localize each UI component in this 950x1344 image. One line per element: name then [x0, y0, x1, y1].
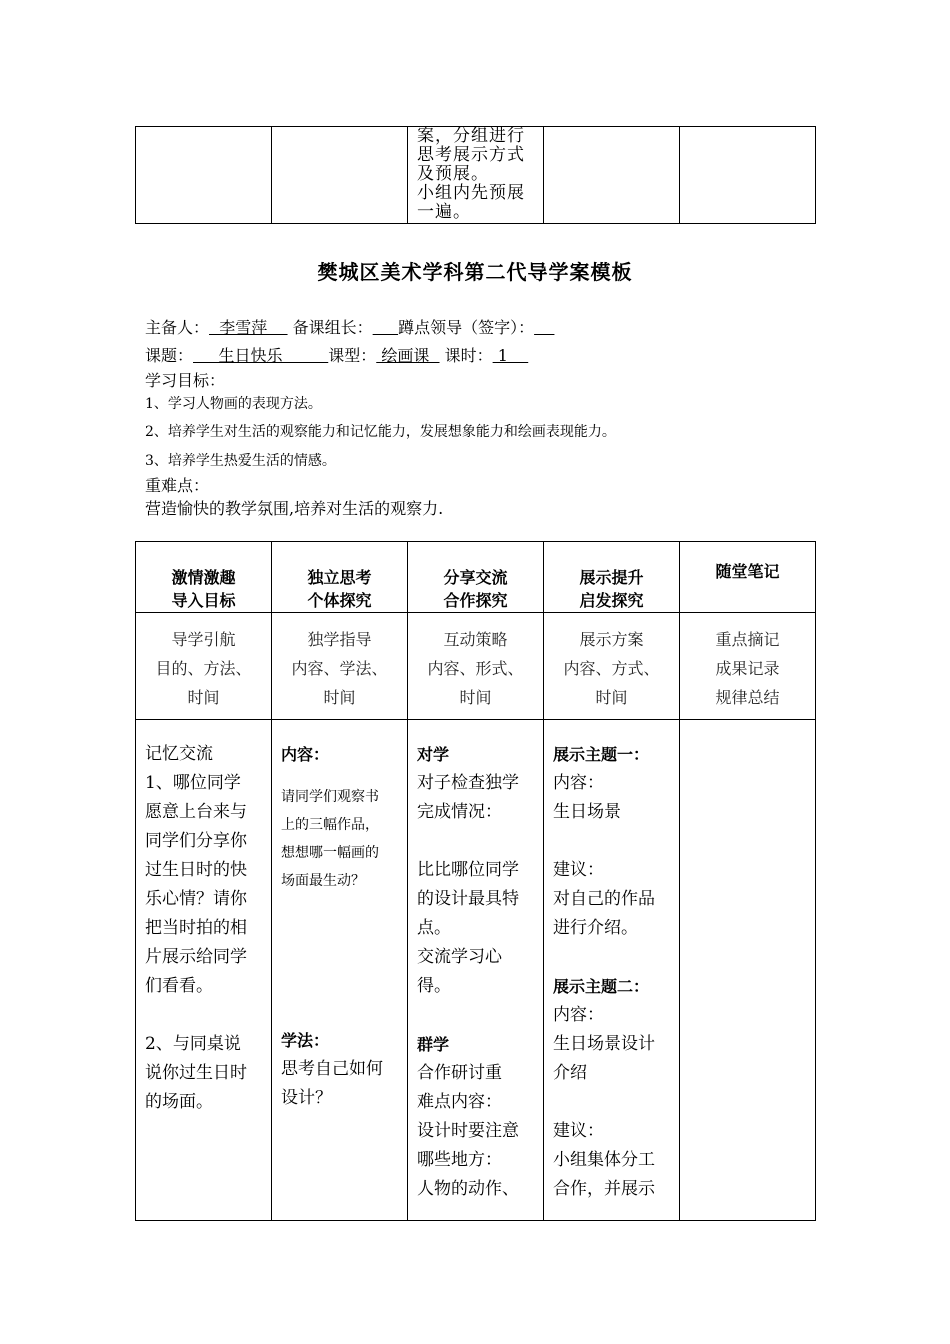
preparer-line: [145, 315, 554, 338]
header-line: 合作探究: [443, 591, 508, 610]
header-line: 独立思考: [307, 568, 372, 587]
subheader-line: 目的、方法、: [155, 659, 252, 678]
warmup-line: 片展示给同学: [145, 947, 247, 967]
compare-line: 得。: [417, 976, 451, 996]
warmup-item-1: [145, 769, 263, 1001]
table-header-row: [136, 542, 816, 613]
theme2-line: 内容：: [553, 1005, 604, 1025]
theme-2-label: 展示主题二：: [553, 977, 650, 996]
subheader-line: 内容、学法、: [291, 659, 388, 678]
topic-value: 生日快乐: [193, 346, 329, 365]
type-label: 课型：: [328, 346, 377, 365]
warmup-line: 乐心情？请你: [145, 889, 247, 909]
continued-line: 案，分组进行: [417, 126, 525, 146]
compare-line: 的设计最具特: [417, 889, 519, 909]
advice-2-text: [553, 1117, 671, 1204]
warmup-line: 愿意上台来与: [145, 802, 247, 822]
group-leader-label: 备课组长：: [287, 318, 373, 337]
document-title: 樊城区美术学科第二代导学案模板: [317, 260, 633, 284]
collaboration-content: [408, 720, 543, 1204]
subheader-line: 规律总结: [715, 688, 780, 707]
continued-cell-2: [272, 127, 408, 224]
type-value: 绘画课: [376, 346, 440, 365]
group-study-label: 群学: [417, 1035, 450, 1054]
continued-line: 及预展。: [417, 164, 489, 184]
header-line: 激情激趣: [171, 568, 236, 587]
pair-study-label: 对学: [417, 745, 450, 764]
continued-cell-4: [544, 127, 680, 224]
body-cell-5: [680, 720, 816, 1221]
subheader-cell: [680, 613, 816, 720]
advice1-line: 对自己的作品: [553, 889, 655, 909]
presentation-content: [544, 720, 679, 1204]
table-body-row: [136, 720, 816, 1221]
subheader-cell: [408, 613, 544, 720]
subheader-cell: [136, 613, 272, 720]
pair-study-text: [417, 769, 535, 827]
subheader-line: 内容、形式、: [427, 659, 524, 678]
continued-line: 小组内先预展: [417, 183, 525, 203]
group-line: 哪些地方：: [417, 1150, 502, 1170]
compare-line: 比比哪位同学: [417, 860, 519, 880]
hours-value: 1: [492, 346, 529, 365]
subheader-cell: [272, 613, 408, 720]
topic-label: 课题：: [145, 346, 194, 365]
content-line: 场面最生动？: [281, 873, 365, 889]
subheader-line: 重点摘记: [715, 630, 780, 649]
warmup-line: 2、与同桌说: [145, 1034, 241, 1054]
warmup-item-2: [145, 1030, 263, 1117]
advice1-line: 进行介绍。: [553, 918, 638, 938]
lead-value: 李雪萍: [209, 318, 288, 337]
method-text: [281, 1055, 399, 1113]
theme-1-text: [553, 769, 671, 827]
key-points-text: 营造愉快的教学氛围,培养对生活的观察力.: [145, 499, 444, 518]
supervisor-label: 蹲点领导（签字）：: [398, 318, 535, 337]
pair-line: 对子检查独学: [417, 773, 519, 793]
subheader-line: 展示方案: [579, 630, 644, 649]
pair-line: 完成情况：: [417, 802, 502, 822]
subheader-line: 时间: [595, 688, 628, 707]
header-line: 随堂笔记: [715, 562, 780, 581]
objective-2: 2、培养学生对生活的观察能力和记忆能力，发展想象能力和绘画表现能力。: [145, 424, 616, 440]
theme2-line: 介绍: [553, 1063, 587, 1083]
header-cell: [136, 542, 272, 613]
objectives-label: 学习目标：: [145, 371, 226, 390]
table-subheader-row: [136, 613, 816, 720]
group-line: 难点内容：: [417, 1092, 502, 1112]
advice2-line: 小组集体分工: [553, 1150, 655, 1170]
method-line: 设计？: [281, 1088, 332, 1108]
header-line: 启发探究: [579, 591, 644, 610]
warmup-content: [136, 720, 271, 1117]
subheader-line: 独学指导: [307, 630, 372, 649]
subheader-line: 时间: [187, 688, 220, 707]
continued-cell-text: [408, 127, 543, 222]
group-study-text: [417, 1059, 535, 1204]
content-line: 想想哪一幅画的: [281, 845, 379, 861]
warmup-line: 同学们分享你: [145, 831, 247, 851]
continued-line: 一遍。: [417, 202, 471, 222]
warmup-line: 过生日时的快: [145, 860, 247, 880]
continued-line: 思考展示方式: [417, 145, 525, 165]
subheader-line: 时间: [323, 688, 356, 707]
header-line: 展示提升: [579, 568, 644, 587]
group-line: 设计时要注意: [417, 1121, 519, 1141]
advice1-line: 建议：: [553, 860, 604, 880]
independent-content: [272, 720, 407, 1113]
lesson-plan-table: [135, 541, 816, 1221]
advice-1-text: [553, 856, 671, 943]
continued-table: [135, 126, 816, 224]
compare-text: [417, 856, 535, 1001]
body-cell-1: [136, 720, 272, 1221]
hours-label: 课时：: [439, 346, 493, 365]
continued-cell-5: [680, 127, 816, 224]
method-label: 学法：: [281, 1031, 330, 1050]
warmup-line: 1、哪位同学: [145, 773, 241, 793]
warmup-line: 把当时拍的相: [145, 918, 247, 938]
theme1-line: 生日场景: [553, 802, 621, 822]
subheader-line: 成果记录: [715, 659, 780, 678]
content-text: [281, 783, 399, 895]
content-line: 请同学们观察书: [281, 789, 379, 805]
header-cell: [680, 542, 816, 613]
warmup-line: 的场面。: [145, 1092, 213, 1112]
warmup-line: 们看看。: [145, 976, 213, 996]
content-line: 上的三幅作品，: [281, 817, 379, 833]
advice2-line: 合作，并展示: [553, 1179, 655, 1199]
header-line: 分享交流: [443, 568, 508, 587]
method-line: 思考自己如何: [281, 1059, 383, 1079]
advice2-line: 建议：: [553, 1121, 604, 1141]
group-line: 合作研讨重: [417, 1063, 502, 1083]
subheader-line: 互动策略: [443, 630, 508, 649]
body-cell-2: [272, 720, 408, 1221]
theme-1-label: 展示主题一：: [553, 745, 650, 764]
body-cell-4: [544, 720, 680, 1221]
header-cell: [272, 542, 408, 613]
body-cell-3: [408, 720, 544, 1221]
warmup-line: 说你过生日时: [145, 1063, 247, 1083]
lesson-line: [145, 343, 528, 366]
group-leader-value: [373, 318, 398, 337]
continued-cell-3: [408, 127, 544, 224]
theme1-line: 内容：: [553, 773, 604, 793]
header-line: 导入目标: [171, 591, 236, 610]
subheader-line: 导学引航: [171, 630, 236, 649]
header-cell: [544, 542, 680, 613]
memory-exchange-title: 记忆交流: [145, 744, 213, 764]
supervisor-value: [534, 318, 554, 337]
lead-label: 主备人：: [145, 318, 210, 337]
objective-1: 1、学习人物画的表现方法。: [145, 396, 322, 412]
key-points-label: 重难点：: [145, 476, 210, 495]
objective-3: 3、培养学生热爱生活的情感。: [145, 453, 336, 469]
header-line: 个体探究: [307, 591, 372, 610]
subheader-line: 时间: [459, 688, 492, 707]
subheader-line: 内容、方式、: [563, 659, 660, 678]
subheader-cell: [544, 613, 680, 720]
continued-cell-1: [136, 127, 272, 224]
content-label: 内容：: [281, 745, 330, 764]
theme-2-text: [553, 1001, 671, 1088]
header-cell: [408, 542, 544, 613]
theme2-line: 生日场景设计: [553, 1034, 655, 1054]
compare-line: 交流学习心: [417, 947, 502, 967]
group-line: 人物的动作、: [417, 1179, 519, 1199]
compare-line: 点。: [417, 918, 451, 938]
